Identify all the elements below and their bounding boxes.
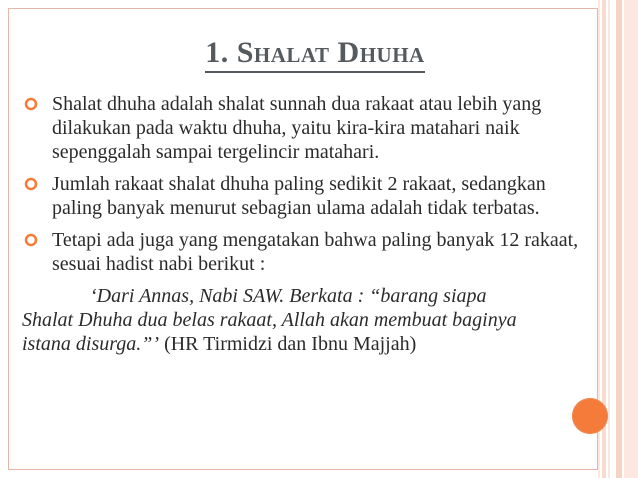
- bullet-item: [22, 172, 592, 220]
- quote-line-3-italic: istana disurga.”’: [22, 333, 160, 355]
- bullet-text: Shalat dhuha adalah shalat sunnah dua rakaat atau lebih yang dilakukan pada waktu dhuha, yaitu kira-kira matahari naik sepenggalah sampai tergelincir matahari.: [52, 93, 542, 163]
- quote-citation: (HR Tirmidzi dan Ibnu Majjah): [159, 333, 417, 355]
- ring-bullet-icon: [24, 233, 38, 247]
- slide-title: [0, 36, 630, 70]
- slide-content: [22, 92, 592, 356]
- bullet-item: [22, 228, 592, 276]
- ring-bullet-icon: [24, 177, 38, 191]
- accent-dot: [572, 398, 608, 434]
- quote-line-3: [22, 332, 592, 356]
- quote-line-2: Shalat Dhuha dua belas rakaat, Allah akan membuat baginya: [22, 309, 517, 331]
- bullet-text: Jumlah rakaat shalat dhuha paling sedikit 2 rakaat, sedangkan paling banyak menurut sebagian ulama adalah tidak terbatas.: [52, 173, 546, 219]
- bullet-item: [22, 92, 592, 164]
- bullet-text: Tetapi ada juga yang mengatakan bahwa paling banyak 12 rakaat, sesuai hadist nabi berikut :: [52, 229, 579, 275]
- slide-title-text: 1. Shalat Dhuha: [205, 36, 424, 73]
- ring-bullet-icon: [24, 97, 38, 111]
- hadith-quote: [22, 284, 592, 356]
- quote-line-1: ‘Dari Annas, Nabi SAW. Berkata : “barang siapa: [90, 285, 487, 307]
